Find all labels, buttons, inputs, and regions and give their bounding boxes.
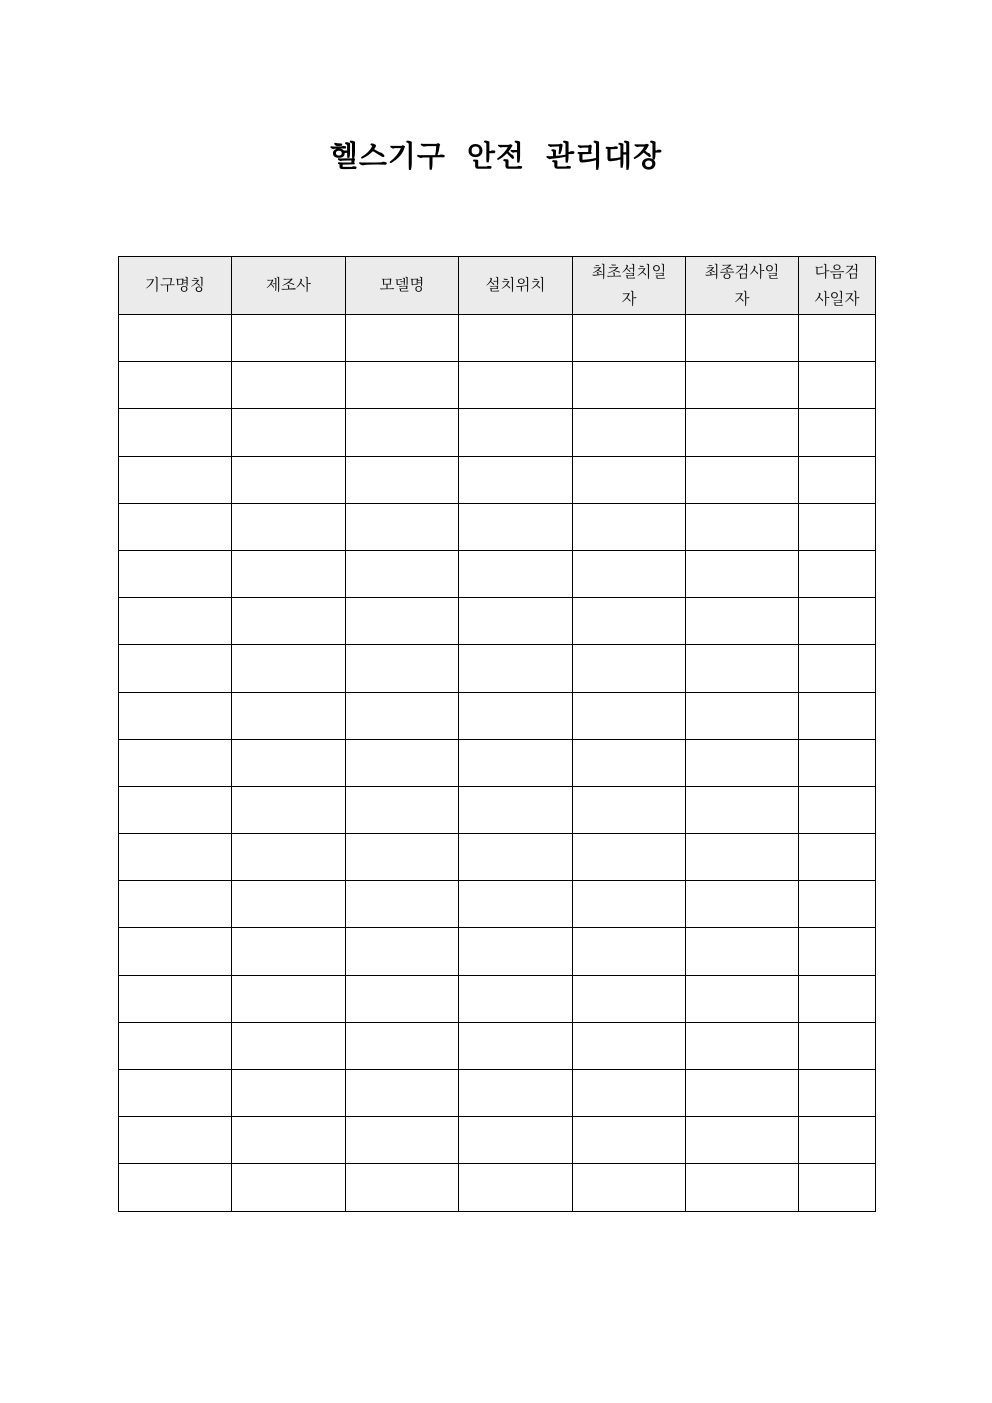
table-cell[interactable] — [232, 315, 346, 362]
table-cell[interactable] — [119, 409, 232, 456]
table-cell[interactable] — [799, 739, 876, 786]
table-cell[interactable] — [346, 1117, 459, 1164]
table-cell[interactable] — [232, 1164, 346, 1211]
header-equipment-name — [119, 257, 232, 315]
table-row — [119, 739, 876, 786]
table-cell[interactable] — [686, 1022, 799, 1069]
table-cell[interactable] — [459, 550, 573, 597]
table-cell[interactable] — [799, 975, 876, 1022]
table-cell[interactable] — [119, 739, 232, 786]
header-label-line1: 최초설치일 — [591, 262, 667, 281]
header-label: 모델명 — [379, 276, 425, 294]
table-cell[interactable] — [686, 975, 799, 1022]
table-cell[interactable] — [573, 409, 686, 456]
header-label: 제조사 — [266, 276, 311, 294]
table-cell[interactable] — [459, 409, 573, 456]
table-cell[interactable] — [119, 315, 232, 362]
table-cell[interactable] — [686, 834, 799, 881]
table-cell[interactable] — [232, 786, 346, 833]
table-cell[interactable] — [459, 362, 573, 409]
table-cell[interactable] — [573, 1117, 686, 1164]
table-cell[interactable] — [799, 503, 876, 550]
table-cell[interactable] — [799, 1070, 876, 1117]
table-row — [119, 550, 876, 597]
table-cell[interactable] — [573, 881, 686, 928]
table-cell[interactable] — [459, 881, 573, 928]
table-cell[interactable] — [459, 1070, 573, 1117]
table-cell[interactable] — [232, 456, 346, 503]
table-cell[interactable] — [232, 975, 346, 1022]
table-cell[interactable] — [799, 1022, 876, 1069]
table-cell[interactable] — [799, 786, 876, 833]
table-row — [119, 881, 876, 928]
table-cell[interactable] — [573, 739, 686, 786]
table-cell[interactable] — [232, 928, 346, 975]
table-cell[interactable] — [232, 550, 346, 597]
table-cell[interactable] — [346, 503, 459, 550]
table-row — [119, 1070, 876, 1117]
table-cell[interactable] — [232, 645, 346, 692]
table-cell[interactable] — [119, 550, 232, 597]
header-label-line1: 다음검 — [814, 262, 860, 281]
header-label: 설치위치 — [485, 276, 546, 294]
table-cell[interactable] — [346, 315, 459, 362]
table-cell[interactable] — [119, 598, 232, 645]
table-cell[interactable] — [686, 739, 799, 786]
table-cell[interactable] — [346, 834, 459, 881]
table-cell[interactable] — [346, 550, 459, 597]
table-cell[interactable] — [346, 786, 459, 833]
table-cell[interactable] — [346, 645, 459, 692]
table-cell[interactable] — [119, 834, 232, 881]
table-cell[interactable] — [573, 362, 686, 409]
header-label-line2: 자 — [734, 289, 750, 308]
table-cell[interactable] — [346, 409, 459, 456]
table-cell[interactable] — [459, 739, 573, 786]
table-cell[interactable] — [346, 975, 459, 1022]
header-install-location — [459, 257, 573, 315]
table-cell[interactable] — [119, 881, 232, 928]
table-cell[interactable] — [686, 409, 799, 456]
table-cell[interactable] — [799, 315, 876, 362]
equipment-ledger-table — [118, 256, 876, 1212]
table-cell[interactable] — [573, 692, 686, 739]
table-row — [119, 1117, 876, 1164]
table-cell[interactable] — [346, 739, 459, 786]
table-cell[interactable] — [346, 362, 459, 409]
table-row — [119, 315, 876, 362]
table-cell[interactable] — [459, 1022, 573, 1069]
table-cell[interactable] — [346, 692, 459, 739]
table-cell[interactable] — [799, 834, 876, 881]
table-cell[interactable] — [232, 362, 346, 409]
table-cell[interactable] — [459, 928, 573, 975]
table-cell[interactable] — [686, 928, 799, 975]
table-row — [119, 1022, 876, 1069]
table-cell[interactable] — [573, 1164, 686, 1211]
table-cell[interactable] — [119, 692, 232, 739]
table-cell[interactable] — [799, 362, 876, 409]
table-body — [119, 315, 876, 1212]
header-label-line1: 최종검사일 — [704, 262, 780, 281]
table-cell[interactable] — [799, 881, 876, 928]
table-row — [119, 692, 876, 739]
table-cell[interactable] — [232, 409, 346, 456]
table-cell[interactable] — [459, 834, 573, 881]
table-row — [119, 362, 876, 409]
table-cell[interactable] — [119, 645, 232, 692]
table-cell[interactable] — [799, 692, 876, 739]
table-cell[interactable] — [232, 598, 346, 645]
header-row — [119, 257, 876, 315]
table-cell[interactable] — [686, 786, 799, 833]
table-cell[interactable] — [232, 1117, 346, 1164]
table-cell[interactable] — [799, 550, 876, 597]
table-cell[interactable] — [686, 1070, 799, 1117]
table-cell[interactable] — [119, 975, 232, 1022]
table-cell[interactable] — [119, 1070, 232, 1117]
table-cell[interactable] — [573, 1022, 686, 1069]
table-cell[interactable] — [686, 881, 799, 928]
header-label: 기구명칭 — [145, 276, 205, 294]
header-last-inspection-date — [686, 257, 799, 315]
table-row — [119, 786, 876, 833]
table-row — [119, 1164, 876, 1211]
table-row — [119, 409, 876, 456]
table-cell[interactable] — [799, 456, 876, 503]
table-cell[interactable] — [459, 315, 573, 362]
table-cell[interactable] — [346, 881, 459, 928]
table-cell[interactable] — [232, 1022, 346, 1069]
table-row — [119, 503, 876, 550]
table-row — [119, 645, 876, 692]
header-model-name — [346, 257, 459, 315]
table-cell[interactable] — [346, 1070, 459, 1117]
table-cell[interactable] — [799, 598, 876, 645]
table-cell[interactable] — [459, 1164, 573, 1211]
table-cell[interactable] — [686, 1164, 799, 1211]
table-row — [119, 928, 876, 975]
table-cell[interactable] — [119, 1117, 232, 1164]
table-cell[interactable] — [119, 503, 232, 550]
header-label-line2: 사일자 — [814, 289, 860, 308]
header-next-inspection-date — [799, 257, 876, 315]
table-cell[interactable] — [686, 598, 799, 645]
table-cell[interactable] — [459, 598, 573, 645]
table-cell[interactable] — [232, 1070, 346, 1117]
header-first-install-date — [573, 257, 686, 315]
table-row — [119, 834, 876, 881]
header-label-line2: 자 — [621, 289, 637, 308]
table-cell[interactable] — [119, 1164, 232, 1211]
table-row — [119, 456, 876, 503]
table-cell[interactable] — [119, 786, 232, 833]
table-cell[interactable] — [686, 692, 799, 739]
table-cell[interactable] — [232, 739, 346, 786]
table-cell[interactable] — [686, 315, 799, 362]
table-cell[interactable] — [573, 928, 686, 975]
table-cell[interactable] — [459, 503, 573, 550]
table-cell[interactable] — [573, 645, 686, 692]
page-title: 헬스기구 안전 관리대장 — [329, 139, 663, 173]
table-cell[interactable] — [346, 928, 459, 975]
table-cell[interactable] — [686, 645, 799, 692]
table-cell[interactable] — [573, 456, 686, 503]
table-cell[interactable] — [459, 456, 573, 503]
table-cell[interactable] — [232, 881, 346, 928]
table-cell[interactable] — [799, 409, 876, 456]
table-cell[interactable] — [573, 315, 686, 362]
table-cell[interactable] — [686, 1117, 799, 1164]
table-cell[interactable] — [573, 975, 686, 1022]
table-cell[interactable] — [119, 1022, 232, 1069]
table-cell[interactable] — [573, 1070, 686, 1117]
table-cell[interactable] — [459, 1117, 573, 1164]
table-cell[interactable] — [232, 503, 346, 550]
table-cell[interactable] — [799, 928, 876, 975]
table-cell[interactable] — [346, 598, 459, 645]
table-cell[interactable] — [346, 1022, 459, 1069]
table-cell[interactable] — [686, 456, 799, 503]
table-cell[interactable] — [346, 456, 459, 503]
table-cell[interactable] — [573, 834, 686, 881]
table-cell[interactable] — [686, 503, 799, 550]
table-cell[interactable] — [459, 692, 573, 739]
table-row — [119, 598, 876, 645]
table-cell[interactable] — [573, 786, 686, 833]
table-cell[interactable] — [459, 786, 573, 833]
table-cell[interactable] — [799, 645, 876, 692]
table-cell[interactable] — [686, 362, 799, 409]
table-cell[interactable] — [119, 456, 232, 503]
header-manufacturer — [232, 257, 346, 315]
table-cell[interactable] — [573, 503, 686, 550]
table-cell[interactable] — [119, 928, 232, 975]
table-row — [119, 975, 876, 1022]
table-cell[interactable] — [346, 1164, 459, 1211]
table-cell[interactable] — [686, 550, 799, 597]
table-cell[interactable] — [799, 1117, 876, 1164]
table-cell[interactable] — [232, 692, 346, 739]
table-cell[interactable] — [119, 362, 232, 409]
table-cell[interactable] — [459, 975, 573, 1022]
table-cell[interactable] — [799, 1164, 876, 1211]
table-cell[interactable] — [232, 834, 346, 881]
table-cell[interactable] — [573, 598, 686, 645]
table-cell[interactable] — [459, 645, 573, 692]
table-cell[interactable] — [573, 550, 686, 597]
